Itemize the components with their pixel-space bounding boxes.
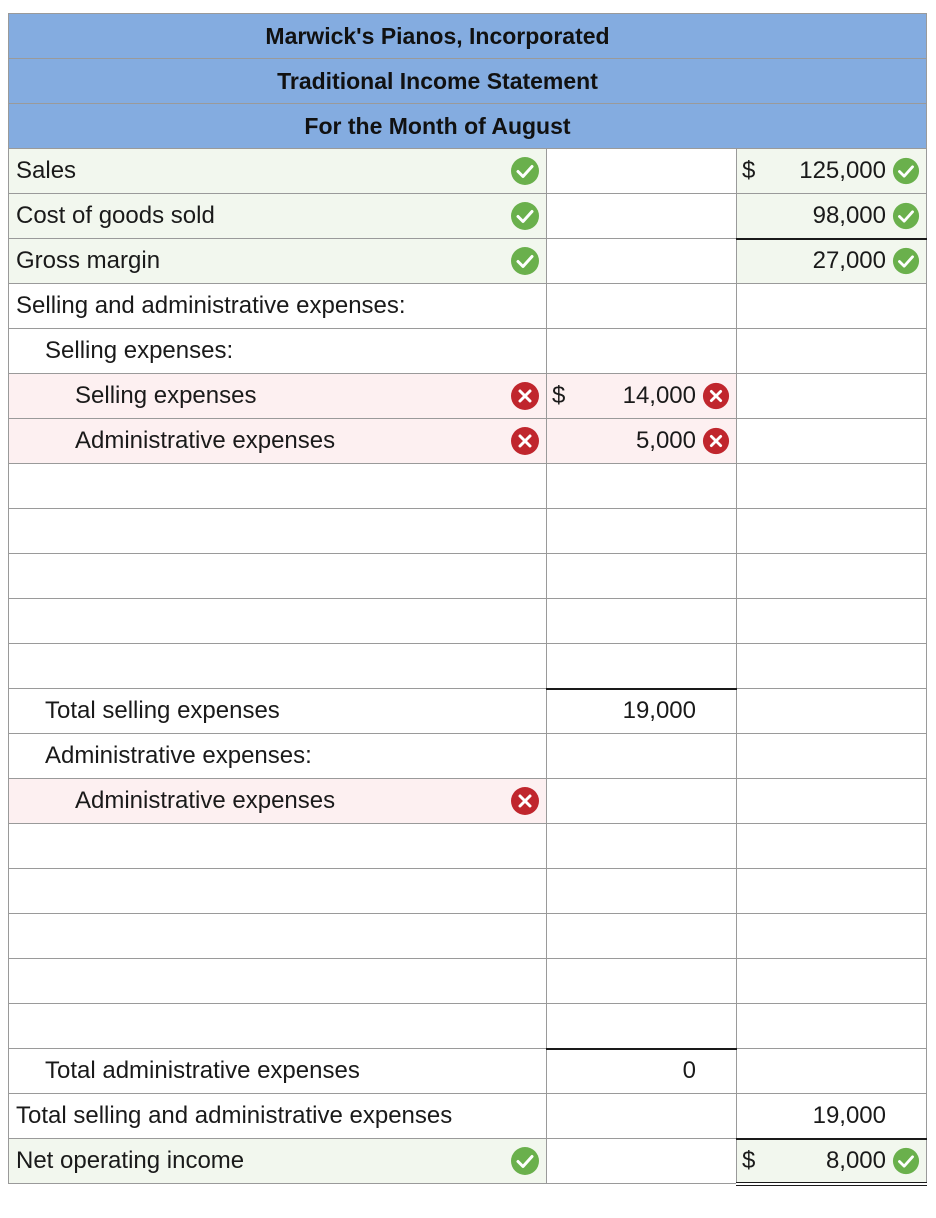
admin-expenses-1-amount-input[interactable] — [547, 419, 737, 464]
gross-margin-amount-input[interactable] — [737, 239, 927, 284]
selling-expenses-amount: 14,000 — [622, 382, 696, 409]
total-admin-label: Total administrative expenses — [45, 1057, 360, 1084]
empty-label-input[interactable] — [9, 464, 547, 509]
empty-right-input[interactable] — [737, 869, 927, 914]
total-admin-amount-cell — [547, 1049, 737, 1094]
empty-row — [9, 554, 927, 599]
sales-amount-input[interactable] — [737, 149, 927, 194]
empty-mid-input[interactable] — [547, 464, 737, 509]
correct-check-icon — [892, 202, 920, 230]
total-selling-label: Total selling expenses — [45, 697, 280, 724]
empty-row — [9, 914, 927, 959]
row-gross-margin — [9, 239, 927, 284]
empty-right-input[interactable] — [737, 914, 927, 959]
row-selling-expenses — [9, 374, 927, 419]
selling-heading-right[interactable] — [737, 329, 927, 374]
empty-label-input[interactable] — [9, 599, 547, 644]
empty-right-input[interactable] — [737, 599, 927, 644]
correct-check-icon — [510, 1146, 540, 1176]
sga-heading: Selling and administrative expenses: — [16, 292, 406, 319]
total-admin-label-cell — [9, 1049, 547, 1094]
admin-expenses-2-label-cell[interactable] — [9, 779, 547, 824]
empty-right-input[interactable] — [737, 509, 927, 554]
empty-label-input[interactable] — [9, 869, 547, 914]
row-sga-heading — [9, 284, 927, 329]
correct-check-icon — [892, 1147, 920, 1175]
correct-check-icon — [892, 247, 920, 275]
incorrect-x-icon — [702, 382, 730, 410]
empty-mid-input[interactable] — [547, 959, 737, 1004]
empty-mid-input[interactable] — [547, 1004, 737, 1049]
empty-row — [9, 959, 927, 1004]
row-selling-heading — [9, 329, 927, 374]
net-operating-income-label: Net operating income — [16, 1147, 245, 1174]
currency-symbol: $ — [552, 382, 566, 409]
admin-expenses-1-right[interactable] — [737, 419, 927, 464]
total-sga-amount: 19,000 — [812, 1101, 886, 1129]
empty-mid-input[interactable] — [547, 599, 737, 644]
incorrect-x-icon — [510, 426, 540, 456]
sga-heading-cell — [9, 284, 547, 329]
empty-row — [9, 599, 927, 644]
total-sga-amount-cell — [737, 1094, 927, 1139]
empty-label-input[interactable] — [9, 959, 547, 1004]
net-operating-income-amount: 8,000 — [825, 1146, 886, 1174]
header-row-period — [9, 104, 927, 149]
empty-mid-input[interactable] — [547, 554, 737, 599]
correct-check-icon — [510, 201, 540, 231]
income-statement-table — [8, 13, 927, 1186]
sga-heading-mid[interactable] — [547, 284, 737, 329]
selling-expenses-label-cell[interactable] — [9, 374, 547, 419]
net-operating-income-mid-input[interactable] — [547, 1139, 737, 1184]
empty-label-input[interactable] — [9, 644, 547, 689]
selling-heading-cell — [9, 329, 547, 374]
selling-expenses-amount-input[interactable] — [547, 374, 737, 419]
empty-row — [9, 509, 927, 554]
total-selling-label-cell — [9, 689, 547, 734]
total-sga-mid[interactable] — [547, 1094, 737, 1139]
selling-expenses-right[interactable] — [737, 374, 927, 419]
empty-right-input[interactable] — [737, 644, 927, 689]
header-row-company — [9, 14, 927, 59]
admin-heading-mid[interactable] — [547, 734, 737, 779]
empty-label-input[interactable] — [9, 1004, 547, 1049]
cogs-amount-input[interactable] — [737, 194, 927, 239]
admin-expenses-1-label: Administrative expenses — [75, 427, 336, 454]
row-sales — [9, 149, 927, 194]
empty-mid-input[interactable] — [547, 644, 737, 689]
empty-mid-input[interactable] — [547, 914, 737, 959]
empty-label-input[interactable] — [9, 914, 547, 959]
empty-mid-input[interactable] — [547, 824, 737, 869]
empty-label-input[interactable] — [9, 509, 547, 554]
total-selling-right[interactable] — [737, 689, 927, 734]
empty-row — [9, 1004, 927, 1049]
correct-check-icon — [892, 157, 920, 185]
admin-expenses-2-right[interactable] — [737, 779, 927, 824]
selling-heading: Selling expenses: — [45, 337, 234, 364]
admin-heading-right[interactable] — [737, 734, 927, 779]
admin-expenses-2-label: Administrative expenses — [75, 787, 336, 814]
incorrect-x-icon — [510, 381, 540, 411]
statement-title: Traditional Income Statement — [9, 59, 927, 104]
empty-right-input[interactable] — [737, 824, 927, 869]
correct-check-icon — [510, 156, 540, 186]
row-total-selling — [9, 689, 927, 734]
cogs-mid-input[interactable] — [547, 194, 737, 239]
gross-margin-mid-input[interactable] — [547, 239, 737, 284]
gross-margin-amount: 27,000 — [812, 247, 886, 275]
row-total-sga — [9, 1094, 927, 1139]
currency-symbol: $ — [742, 1146, 756, 1174]
gross-margin-label-cell[interactable] — [9, 239, 547, 284]
incorrect-x-icon — [702, 427, 730, 455]
empty-row — [9, 644, 927, 689]
incorrect-x-icon — [510, 786, 540, 816]
empty-mid-input[interactable] — [547, 869, 737, 914]
header-row-statement — [9, 59, 927, 104]
selling-expenses-label: Selling expenses — [75, 382, 257, 409]
empty-right-input[interactable] — [737, 1004, 927, 1049]
total-sga-label-cell — [9, 1094, 547, 1139]
empty-row — [9, 824, 927, 869]
currency-symbol: $ — [742, 157, 756, 184]
empty-right-input[interactable] — [737, 959, 927, 1004]
net-operating-income-label-cell[interactable] — [9, 1139, 547, 1184]
company-name: Marwick's Pianos, Incorporated — [9, 14, 927, 59]
statement-period: For the Month of August — [9, 104, 927, 149]
cogs-label: Cost of goods sold — [16, 202, 215, 229]
sales-mid-input[interactable] — [547, 149, 737, 194]
total-sga-label: Total selling and administrative expenses — [16, 1102, 453, 1129]
row-net-operating-income — [9, 1139, 927, 1184]
gross-margin-label: Gross margin — [16, 247, 161, 274]
admin-heading-cell — [9, 734, 547, 779]
row-admin-expenses-1 — [9, 419, 927, 464]
empty-right-input[interactable] — [737, 464, 927, 509]
selling-heading-mid[interactable] — [547, 329, 737, 374]
empty-mid-input[interactable] — [547, 509, 737, 554]
sales-label: Sales — [16, 157, 77, 184]
empty-label-input[interactable] — [9, 554, 547, 599]
admin-expenses-2-mid-input[interactable] — [547, 779, 737, 824]
admin-expenses-1-label-cell[interactable] — [9, 419, 547, 464]
row-total-admin — [9, 1049, 927, 1094]
row-admin-expenses-2 — [9, 779, 927, 824]
cogs-label-cell[interactable] — [9, 194, 547, 239]
sga-heading-right[interactable] — [737, 284, 927, 329]
total-admin-right[interactable] — [737, 1049, 927, 1094]
admin-heading: Administrative expenses: — [45, 742, 312, 769]
empty-right-input[interactable] — [737, 554, 927, 599]
net-operating-income-amount-input[interactable] — [737, 1139, 927, 1184]
total-selling-amount: 19,000 — [622, 697, 696, 725]
sales-label-cell[interactable] — [9, 149, 547, 194]
cogs-amount: 98,000 — [812, 201, 886, 229]
row-cogs — [9, 194, 927, 239]
total-admin-amount: 0 — [682, 1057, 696, 1085]
empty-label-input[interactable] — [9, 824, 547, 869]
sales-amount: 125,000 — [799, 157, 886, 184]
empty-row — [9, 464, 927, 509]
correct-check-icon — [510, 246, 540, 276]
row-admin-heading — [9, 734, 927, 779]
admin-expenses-1-amount: 5,000 — [635, 427, 696, 454]
total-selling-amount-cell — [547, 689, 737, 734]
empty-row — [9, 869, 927, 914]
